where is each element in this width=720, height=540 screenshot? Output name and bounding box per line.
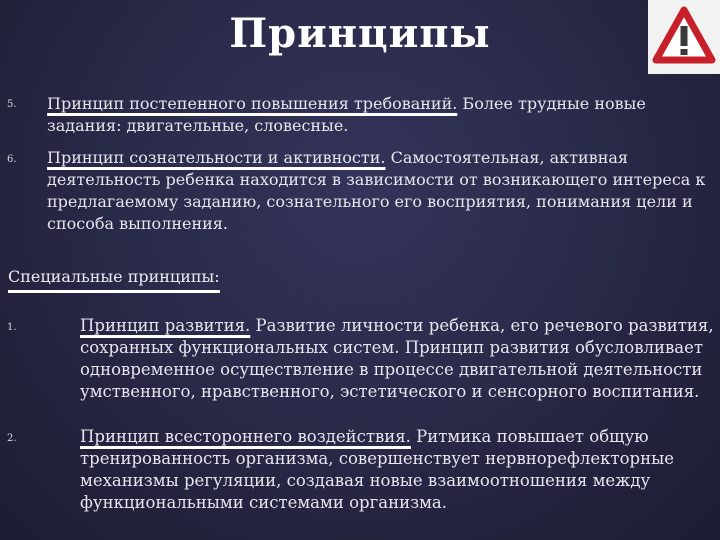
principle-text: Самостоятельная, активная деятельность ребенка находится в зависимости от возникающего интереса к предлагаемому заданию, сознательного его восприятия, понимания цели и способа выполнения. xyxy=(47,148,706,233)
principle-text: Более трудные новые задания: двигательные, словесные. xyxy=(47,94,646,135)
list-item xyxy=(80,315,715,403)
list-item xyxy=(47,93,717,137)
list-number: 1. xyxy=(7,322,17,333)
list-item xyxy=(47,147,712,235)
slide-title: Принципы xyxy=(229,10,491,57)
principle-title: Принцип постепенного повышения требований. xyxy=(47,94,458,113)
principle-title: Принцип развития. xyxy=(80,316,251,335)
list-number: 6. xyxy=(7,154,17,165)
section-heading: Специальные принципы: xyxy=(8,266,220,293)
principle-text: Развитие личности ребенка, его речевого развития, сохранных функциональных систем. Принцип развития обусловливает одновременное осуществление в процессе двигательной деятельности умственного, нравственного, эстетического и сенсорного воспитания. xyxy=(80,316,714,401)
warning-sign xyxy=(648,0,720,74)
list-number: 2. xyxy=(7,433,17,444)
principle-title: Принцип сознательности и активности. xyxy=(47,148,386,167)
list-item xyxy=(80,426,715,514)
list-number: 5. xyxy=(7,99,17,110)
principle-title: Принцип всестороннего воздействия. xyxy=(80,427,411,446)
principle-text: Ритмика повышает общую тренированность организма, совершенствует нервнорефлекторные механизмы регуляции, создавая новые взаимоотношения между функциональными системами организма. xyxy=(80,427,674,512)
